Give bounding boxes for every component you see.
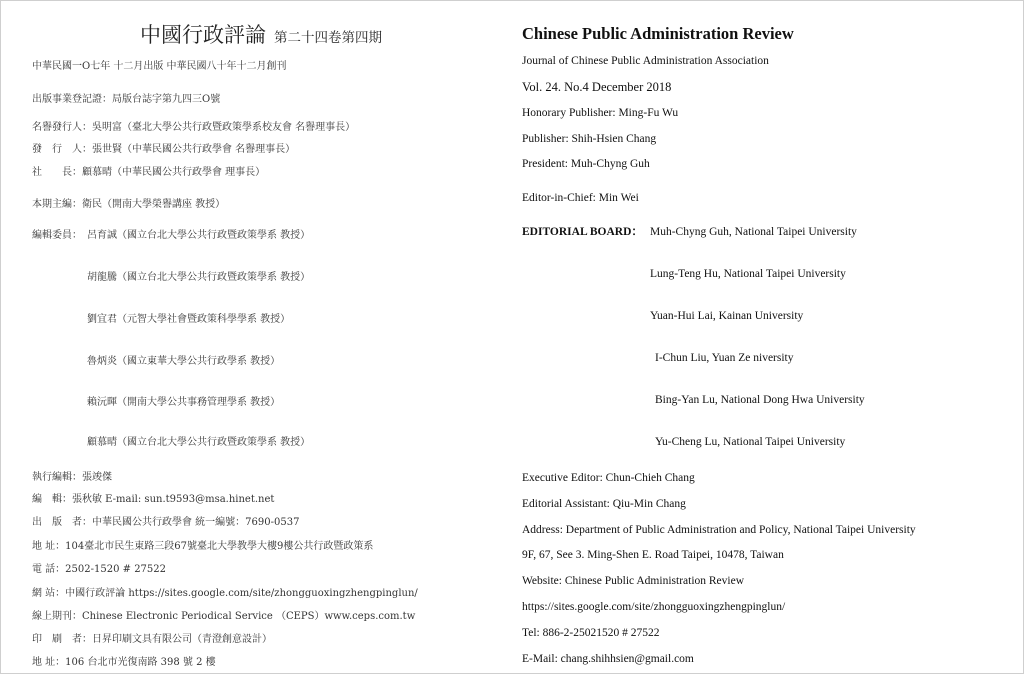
email-en: E-Mail: chang.shihhsien@gmail.com: [522, 653, 694, 665]
english-title: Chinese Public Administration Review: [522, 24, 794, 43]
chinese-title-main: 中國行政評論: [140, 23, 266, 47]
chinese-title-sub: 第二十四卷第四期: [274, 30, 382, 46]
board-member-en: Yu-Cheng Lu, National Taipei University: [655, 436, 846, 448]
board-member: 胡龍騰（國立台北大學公共行政暨政策學系 教授）: [87, 272, 311, 283]
website: 網 站：中國行政評論 https://sites.google.com/site/zhongguoxingzhengpinglun/: [32, 588, 418, 599]
publisher-org: 出 版 者：中華民國公共行政學會 統一編號：7690-0537: [32, 517, 300, 528]
printer: 印 刷 者：日昇印刷文具有限公司（青澄創意設計）: [32, 634, 272, 645]
editor-in-chief-en: Editor-in-Chief: Min Wei: [522, 192, 639, 204]
online-journal: 線上期刊：Chinese Electronic Periodical Service （CEPS）www.ceps.com.tw: [32, 611, 416, 622]
board-label-en: EDITORIAL BOARD：: [522, 226, 643, 238]
honorary-publisher: 名譽發行人：吳明富（臺北大學公共行政暨政策學系校友會 名譽理事長）: [32, 122, 356, 133]
board-member: 賴沅暉（開南大學公共事務管理學系 教授）: [87, 397, 281, 408]
board-member: 呂育誠（國立台北大學公共行政暨政策學系 教授）: [87, 230, 311, 241]
board-member: 魯炳炎（國立東華大學公共行政學系 教授）: [87, 356, 281, 367]
board-member: 顧慕晴（國立台北大學公共行政暨政策學系 教授）: [87, 437, 311, 448]
board-member: 劉宜君（元智大學社會暨政策科學學系 教授）: [87, 314, 291, 325]
website-en: Website: Chinese Public Administration Review: [522, 575, 745, 587]
editor-in-chief: 本期主編：衛民（開南大學榮譽講座 教授）: [32, 199, 226, 210]
tel-en: Tel: 886-2-25021520 # 27522: [522, 627, 660, 639]
issue-line: 中華民國一O七年 十二月出版 中華民國八十年十二月創刊: [32, 61, 287, 72]
board-member-en: Bing-Yan Lu, National Dong Hwa University: [655, 394, 865, 406]
board-member-en: Muh-Chyng Guh, National Taipei University: [650, 226, 857, 238]
president-en: President: Muh-Chyng Guh: [522, 158, 650, 170]
board-label: 編輯委員：: [32, 230, 82, 241]
board-member-en: Yuan-Hui Lai, Kainan University: [650, 310, 804, 322]
chinese-title: [140, 22, 382, 51]
publisher: 發 行 人：張世賢（中華民國公共行政學會 名譽理事長）: [32, 144, 296, 155]
registration: 出版事業登記證：局版台誌字第九四三O號: [32, 94, 221, 105]
volume: Vol. 24. No.4 December 2018: [522, 80, 672, 94]
website-url-en: https://sites.google.com/site/zhongguoxingzhengpinglun/: [522, 601, 786, 613]
executive-editor: 執行編輯：張竣傑: [32, 472, 112, 483]
address-en-line1: Address: Department of Public Administration and Policy, National Taipei University: [522, 524, 916, 536]
address: 地 址：104臺北市民生東路三段67號臺北大學教學大樓9樓公共行政暨政策系: [32, 541, 374, 552]
editorial-assistant-en: Editorial Assistant: Qiu-Min Chang: [522, 498, 686, 510]
publisher-en: Publisher: Shih-Hsien Chang: [522, 133, 657, 145]
editor: 編 輯：張秋敏 E-mail: sun.t9593@msa.hinet.net: [32, 494, 275, 505]
board-member-en: I-Chun Liu, Yuan Ze niversity: [655, 352, 794, 364]
executive-editor-en: Executive Editor: Chun-Chieh Chang: [522, 472, 695, 484]
address-en-line2: 9F, 67, See 3. Ming-Shen E. Road Taipei, 10478, Taiwan: [522, 549, 784, 561]
printer-address: 地 址：106 台北市光復南路 398 號 2 樓: [32, 657, 216, 668]
phone: 電 話：2502-1520 # 27522: [32, 564, 167, 575]
honorary-publisher-en: Honorary Publisher: Ming-Fu Wu: [522, 107, 679, 119]
board-member-en: Lung-Teng Hu, National Taipei University: [650, 268, 846, 280]
president: 社 長：顧慕晴（中華民國公共行政學會 理事長）: [32, 167, 266, 178]
journal-name: Journal of Chinese Public Administration Association: [522, 55, 769, 67]
